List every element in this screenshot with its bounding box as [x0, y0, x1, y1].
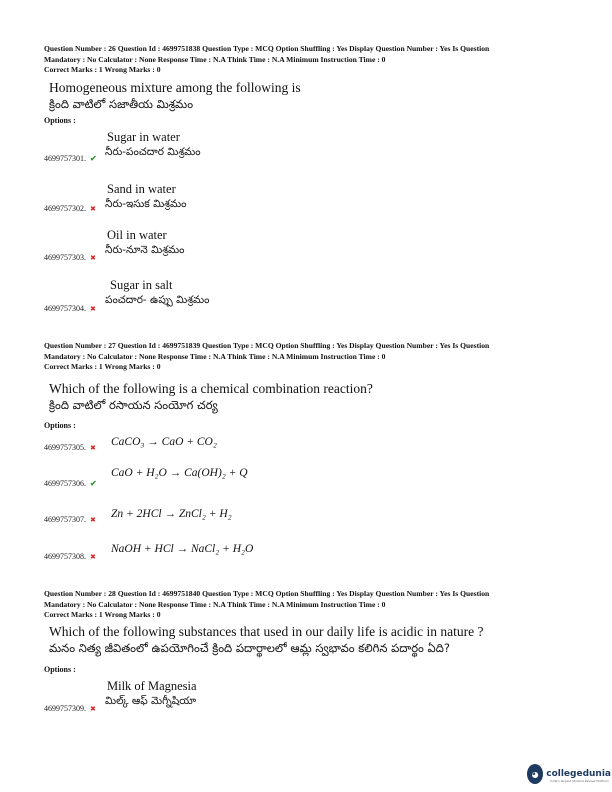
logo-mascot-icon: ◕ — [527, 764, 543, 784]
option-text-en: Milk of Magnesia — [107, 679, 197, 693]
meta-line: Mandatory : No Calculator : None Response Time : N.A Think Time : N.A Minimum Instruction Time : 0 — [44, 599, 386, 609]
option-id-text: 4699757302. — [44, 204, 86, 213]
check-icon: ✔ — [90, 479, 97, 488]
question-meta — [44, 341, 574, 373]
meta-line: Question Number : 27 Question Id : 4699751839 Question Type : MCQ Option Shuffling : Yes Display Question Number : Yes Is Question — [44, 341, 490, 350]
option-id — [44, 253, 96, 262]
option-formula: NaOH + HCl → NaCl₂ + H₂O — [111, 543, 254, 555]
meta-line: Mandatory : No Calculator : None Response Time : N.A Think Time : N.A Minimum Instruction Time : 0 — [44, 54, 386, 64]
question-text — [49, 381, 569, 413]
meta-line: Mandatory : No Calculator : None Response Time : N.A Think Time : N.A Minimum Instruction Time : 0 — [44, 351, 386, 361]
option-text — [107, 679, 197, 709]
option-id — [44, 479, 97, 488]
option-text-te: నీరు-పంచదార మిశ్రమం — [105, 146, 201, 158]
option-id-text: 4699757304. — [44, 304, 86, 313]
option-text-te: మిల్క్ ఆఫ్ మెగ్నీషియా — [105, 695, 197, 707]
option-id — [44, 304, 96, 313]
options-label: Options : — [44, 116, 76, 125]
meta-line: Correct Marks : 1 Wrong Marks : 0 — [44, 65, 161, 74]
question-text-en: Which of the following substances that used in our daily life is acidic in nature ? — [49, 624, 484, 639]
question-meta — [44, 589, 574, 621]
option-id-text: 4699757303. — [44, 253, 86, 262]
option-id — [44, 515, 96, 524]
option-formula: Zn + 2HCl → ZnCl₂ + H₂ — [111, 508, 232, 520]
option-id — [44, 704, 96, 713]
option-text — [107, 228, 184, 258]
option-id-text: 4699757307. — [44, 515, 86, 524]
option-formula: CaCO₃ → CaO + CO₂ — [111, 436, 217, 448]
cross-icon: ✖ — [90, 204, 96, 213]
option-id — [44, 443, 96, 452]
check-icon: ✔ — [90, 154, 97, 163]
meta-line: Question Number : 26 Question Id : 4699751838 Question Type : MCQ Option Shuffling : Yes Display Question Number : Yes Is Question — [44, 44, 490, 53]
option-text-en: Sugar in water — [107, 130, 180, 144]
cross-icon: ✖ — [90, 704, 96, 713]
option-id — [44, 154, 97, 163]
meta-line: Correct Marks : 1 Wrong Marks : 0 — [44, 610, 161, 619]
option-text — [107, 182, 186, 212]
option-text — [107, 130, 201, 160]
question-text — [49, 624, 569, 656]
options-label: Options : — [44, 665, 76, 674]
option-text-en: Sugar in salt — [110, 278, 173, 292]
option-text-te: నీరు-ఇసుక మిశ్రమం — [105, 198, 187, 210]
cross-icon: ✖ — [90, 304, 96, 313]
logo-tagline: India's largest Student Review Platform — [550, 779, 610, 783]
option-text-te: నీరు-నూనె మిశ్రమం — [105, 244, 185, 256]
question-meta — [44, 44, 574, 76]
meta-line: Question Number : 28 Question Id : 4699751840 Question Type : MCQ Option Shuffling : Yes Display Question Number : Yes Is Question — [44, 589, 490, 598]
option-text — [107, 278, 209, 308]
question-text-en: Which of the following is a chemical combination reaction? — [49, 381, 373, 396]
option-id-text: 4699757305. — [44, 443, 86, 452]
question-text-te: క్రింది వాటిలో రసాయన సంయోగ చర్య — [49, 398, 218, 412]
option-id — [44, 552, 96, 561]
option-id-text: 4699757301. — [44, 154, 86, 163]
option-text-en: Oil in water — [107, 228, 167, 242]
question-text-te: క్రింది వాటిలో సజాతీయ మిశ్రమం — [49, 97, 194, 111]
option-text-en: Sand in water — [107, 182, 176, 196]
option-id — [44, 204, 96, 213]
cross-icon: ✖ — [90, 253, 96, 262]
option-text-te: పంచదార- ఉప్పు మిశ్రమం — [105, 294, 210, 306]
option-formula: CaO + H₂O → Ca(OH)₂ + Q — [111, 467, 248, 479]
meta-line: Correct Marks : 1 Wrong Marks : 0 — [44, 362, 161, 371]
cross-icon: ✖ — [90, 515, 96, 524]
question-text-te: మనం నిత్య జీవితంలో ఉపయోగించే క్రింది పదార్థాలలో ఆమ్ల స్వభావం కలిగిన పదార్థం ఏది? — [49, 641, 450, 655]
option-id-text: 4699757306. — [44, 479, 86, 488]
options-label: Options : — [44, 421, 76, 430]
cross-icon: ✖ — [90, 443, 96, 452]
option-id-text: 4699757308. — [44, 552, 86, 561]
logo-name: collegedunia — [546, 769, 611, 779]
option-id-text: 4699757309. — [44, 704, 86, 713]
question-text-en: Homogeneous mixture among the following is — [49, 80, 301, 95]
collegedunia-logo — [527, 762, 611, 786]
cross-icon: ✖ — [90, 552, 96, 561]
question-text — [49, 80, 569, 112]
